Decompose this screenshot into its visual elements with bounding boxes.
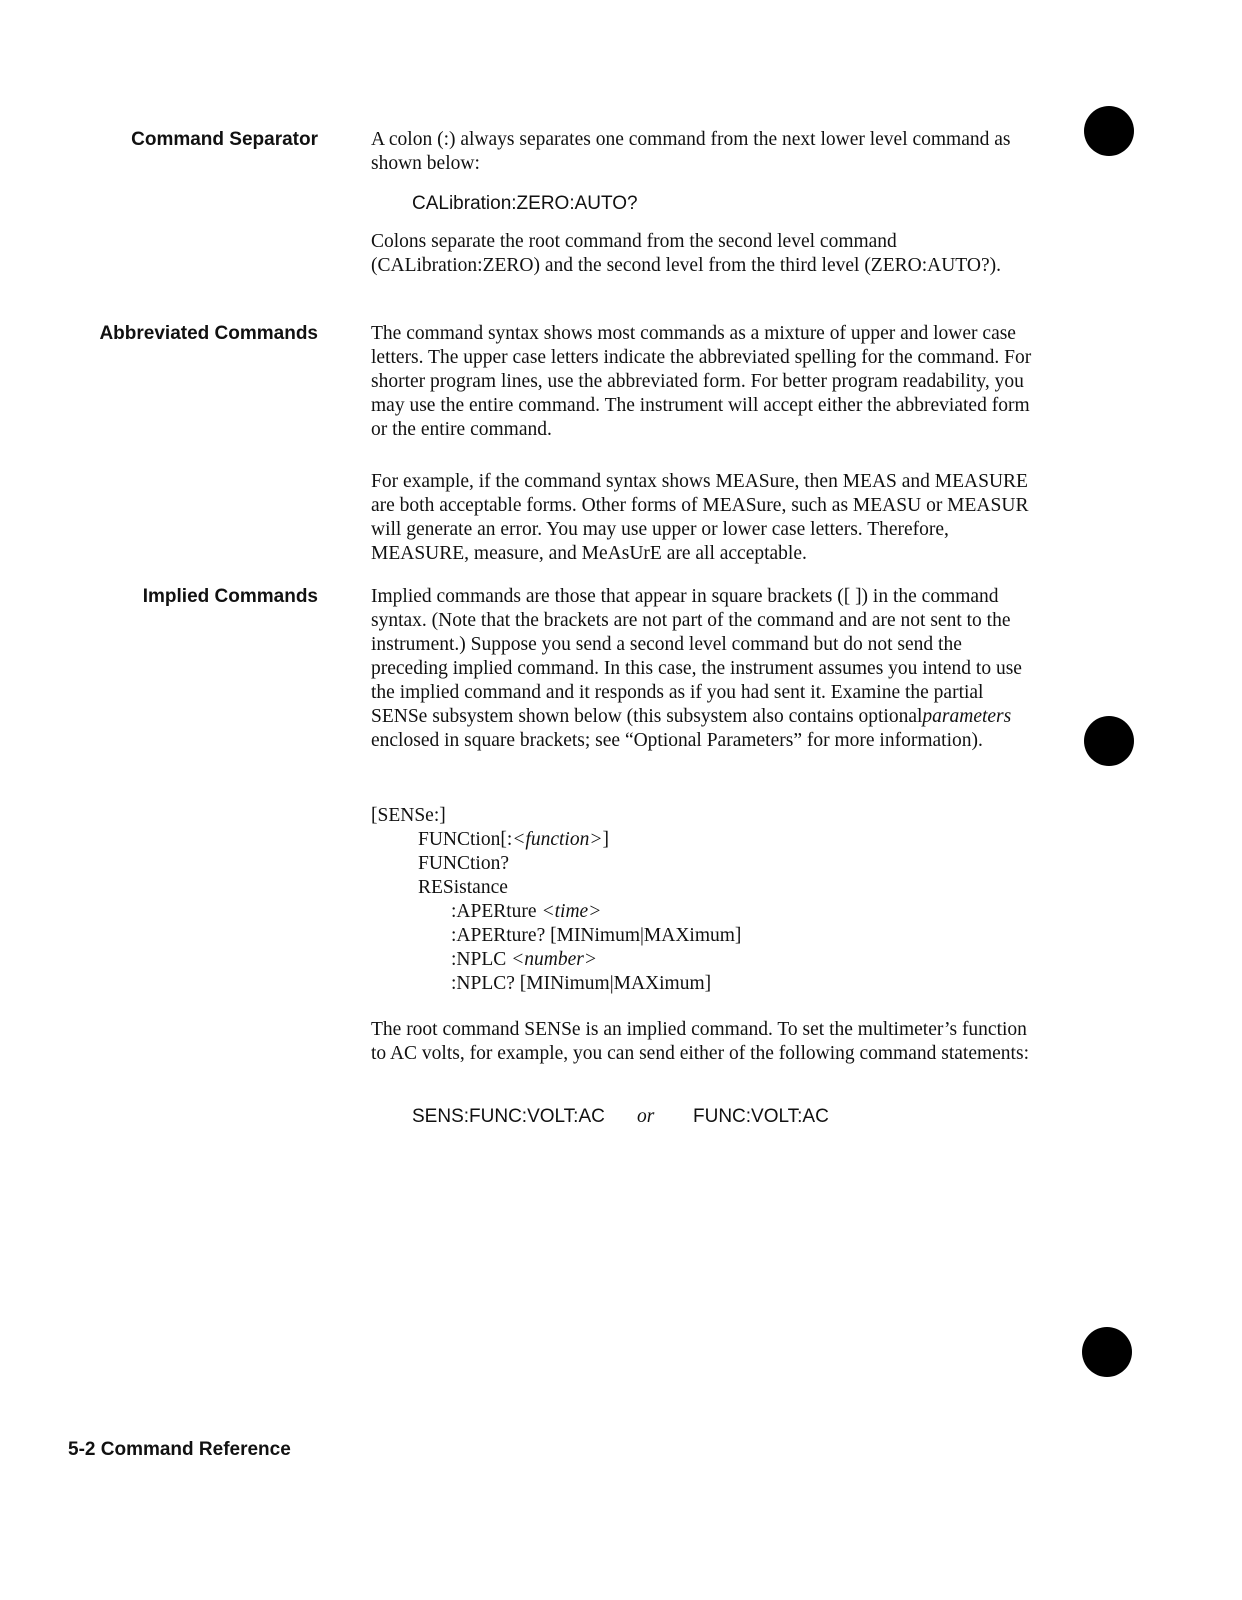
syntax-nplc-query: :NPLC? [MINimum|MAXimum] bbox=[451, 973, 712, 994]
heading-abbreviated-commands: Abbreviated Commands bbox=[99, 323, 318, 344]
sense-syntax-block bbox=[371, 804, 741, 996]
syntax-aperture: :APERture <time> bbox=[451, 901, 602, 922]
command-separator-intro: A colon (:) always separates one command from the next lower level command as shown below: bbox=[371, 129, 1011, 174]
command-separator-explanation: Colons separate the root command from the second level command (CALibration:ZERO) and the second level from the third level (ZERO:AUTO?). bbox=[371, 231, 1001, 276]
syntax-resistance: RESistance bbox=[418, 877, 508, 898]
page-footer: 5-2 Command Reference bbox=[68, 1439, 291, 1460]
syntax-aperture-query: :APERture? [MINimum|MAXimum] bbox=[451, 925, 742, 946]
command-separator-example: CALibration:ZERO:AUTO? bbox=[412, 193, 638, 214]
heading-implied-commands: Implied Commands bbox=[142, 586, 318, 607]
punch-hole-middle bbox=[1084, 716, 1134, 766]
implied-commands-para1: Implied commands are those that appear in square brackets ([ ]) in the command syntax. (Note that the brackets are not part of the command and are not sent to the instrument.) Suppose you send a second level command but do not send the preceding implied command. In this case, the instrument assumes you intend to use the implied command and it responds as if you had sent it. Examine the partial SENSe subsystem shown below (this subsystem also contains optionalparameters enclosed in square brackets; see “Optional Parameters” for more information). bbox=[371, 586, 1022, 751]
syntax-nplc: :NPLC <number> bbox=[451, 949, 598, 970]
punch-hole-bottom bbox=[1082, 1327, 1132, 1377]
example-func: FUNC:VOLT:AC bbox=[693, 1106, 829, 1127]
syntax-root: [SENSe:] bbox=[371, 805, 446, 826]
parameters-italic: parameters bbox=[922, 706, 1012, 727]
syntax-function-query: FUNCtion? bbox=[418, 853, 510, 874]
heading-command-separator: Command Separator bbox=[131, 129, 318, 150]
syntax-function-set: FUNCtion[:<function>] bbox=[418, 829, 609, 850]
example-sens-func: SENS:FUNC:VOLT:AC bbox=[412, 1106, 605, 1127]
implied-commands-para2: The root command SENSe is an implied command. To set the multimeter’s function to AC volts, for example, you can send either of the following command statements: bbox=[371, 1019, 1029, 1064]
example-or: or bbox=[637, 1106, 655, 1127]
punch-hole-top bbox=[1084, 106, 1134, 156]
abbreviated-commands-para1: The command syntax shows most commands as a mixture of upper and lower case letters. The upper case letters indicate the abbreviated spelling for the command. For shorter program lines, use the abbreviated form. For better program readability, you may use the entire command. The instrument will accept either the abbreviated form or the entire command. bbox=[371, 323, 1032, 440]
abbreviated-commands-para2: For example, if the command syntax shows MEASure, then MEAS and MEASURE are both acceptable forms. Other forms of MEASure, such as MEASU or MEASUR will generate an error. You may use upper or lower case letters. Therefore, MEASURE, measure, and MeAsUrE are all acceptable. bbox=[371, 471, 1029, 564]
